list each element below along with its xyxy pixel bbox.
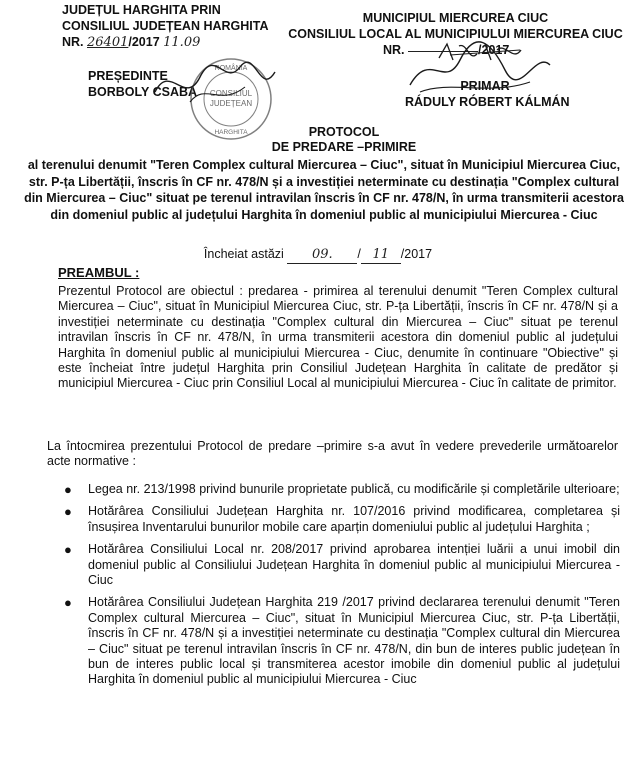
bullet-icon: ● <box>64 504 72 520</box>
signature-scribble-left <box>150 52 280 112</box>
bullet-icon: ● <box>64 542 72 558</box>
list-item-text: Legea nr. 213/1998 privind bunurile proprietate publică, cu modificările și completările ulterioare; <box>88 482 620 496</box>
svg-text:ROMÂNIA: ROMÂNIA <box>214 65 248 72</box>
registration-number-scribble <box>435 40 535 66</box>
list-item <box>60 482 620 497</box>
svg-text:JUDEȚEAN: JUDEȚEAN <box>209 99 253 108</box>
date-sep: / <box>357 247 361 261</box>
header-right-line1: MUNICIPIUL MIERCUREA CIUC <box>362 11 549 25</box>
header-left-line2: CONSILIUL JUDEȚEAN HARGHITA <box>62 19 269 33</box>
header-left-nr-date: 11.09 <box>163 35 201 50</box>
header-left-nr-value: 26401 <box>87 35 129 50</box>
header-right-nr-label: NR. <box>383 43 405 57</box>
signature-left-role: PREȘEDINTE <box>88 69 168 83</box>
header-left-number <box>62 34 269 51</box>
signature-right-role: PRIMAR <box>460 79 510 93</box>
list-item-text: Hotărârea Consiliului Județean Harghita nr. 107/2016 privind modificarea, completarea și însușirea Inventarului bunurilor mobile care aparțin domeniului public al județului Harghita ; <box>88 504 620 534</box>
svg-text:CONSILIUL: CONSILIUL <box>209 89 253 98</box>
preambul-paragraph: Prezentul Protocol are obiectul : predarea - primirea al terenului denumit "Teren Complex cultural Miercurea – Ciuc", situat în Municipiul Miercurea Ciuc, str. P-ța Libertății, înscris în CF nr. 478/N și a investiției neterminate cu destinația "Complex cultural din Miercurea – Ciuc" situat pe terenul intravilan înscris în CF nr. 478/N, în urma transmiterii acestora din domeniul public al județului Harghita în domeniul public al municipiului Miercurea - Ciuc, denumite în continuare "Obiective" și este încheiat între județul Harghita prin Consiliul Județean Harghita în calitate de predător și municipiul Miercurea - Ciuc prin Consiliul Local al municipiului Miercurea - Ciuc în calitate de primitor. <box>58 284 618 391</box>
header-left-nr-label: NR. <box>62 35 84 49</box>
date-line <box>0 246 636 264</box>
list-item <box>60 504 620 535</box>
date-line-prefix: Încheiat astăzi <box>203 247 284 261</box>
header-left-nr-suffix: /2017 <box>128 35 160 49</box>
signature-right-name: RÁDULY RÓBERT KÁLMÁN <box>405 95 570 109</box>
list-item-text: Hotărârea Consiliului Județean Harghita 219 /2017 privind declararea terenului denumit "Teren Complex cultural Miercurea – Ciuc", situat în Municipiul Miercurea Ciuc, str. P-ța Libertății, înscris în CF nr. 478/N și a investiției neterminate cu destinația "Complex cultural din Miercurea – Ciuc" situat pe terenul intravilan înscris în CF nr. 478/N, din bun de interes public județean în bun de interes public local și transmiterea acestor imobile din domeniul public al județului Harghita în domeniul public al municipiului Miercurea - Ciuc <box>88 595 620 687</box>
bullet-icon: ● <box>64 482 72 497</box>
date-month: 11 <box>361 247 401 264</box>
signature-left-name: BORBOLY CSABA <box>88 85 198 99</box>
document-title: PROTOCOL <box>308 125 380 139</box>
date-year: /2017 <box>400 247 433 261</box>
preambul-heading: PREAMBUL : <box>58 265 140 280</box>
list-item <box>60 595 620 687</box>
document-subtitle: al terenului denumit "Teren Complex cultural Miercurea – Ciuc", situat în Municipiul Miercurea Ciuc, str. P-ța Libertății, înscris în CF nr. 478/N și a investiției neterminate cu destinația "Complex cultural din Miercurea – Ciuc" situat pe terenul intravilan înscris în CF nr. 478/N, în urma transmiterii acestora din domeniul public al județului Harghita în domeniul public al municipiului Miercurea - Ciuc <box>24 158 624 222</box>
normative-acts-intro: La întocmirea prezentului Protocol de predare –primire s-a avut în vedere prevederile următoarelor acte normative : <box>47 439 618 469</box>
list-item-text: Hotărârea Consiliului Local nr. 208/2017 privind aprobarea intenției luării a unui imobil din domeniul public al Consiliului Județean Harghita în domeniul public al municipiului Miercurea - Ciuc <box>88 542 620 588</box>
list-item <box>60 542 620 588</box>
header-left-line1: JUDEȚUL HARGHITA PRIN <box>62 3 221 17</box>
svg-text:HARGHITA: HARGHITA <box>214 129 248 136</box>
header-right-nr-suffix: /2017 <box>478 43 510 57</box>
normative-acts-list <box>60 482 620 695</box>
date-day: 09. <box>287 247 357 264</box>
header-left <box>62 2 269 51</box>
header-right-line2: CONSILIUL LOCAL AL MUNICIPIULUI MIERCUREA CIUC <box>288 27 623 41</box>
bullet-icon: ● <box>64 595 72 611</box>
document-title-line2: DE PREDARE –PRIMIRE <box>271 140 417 154</box>
